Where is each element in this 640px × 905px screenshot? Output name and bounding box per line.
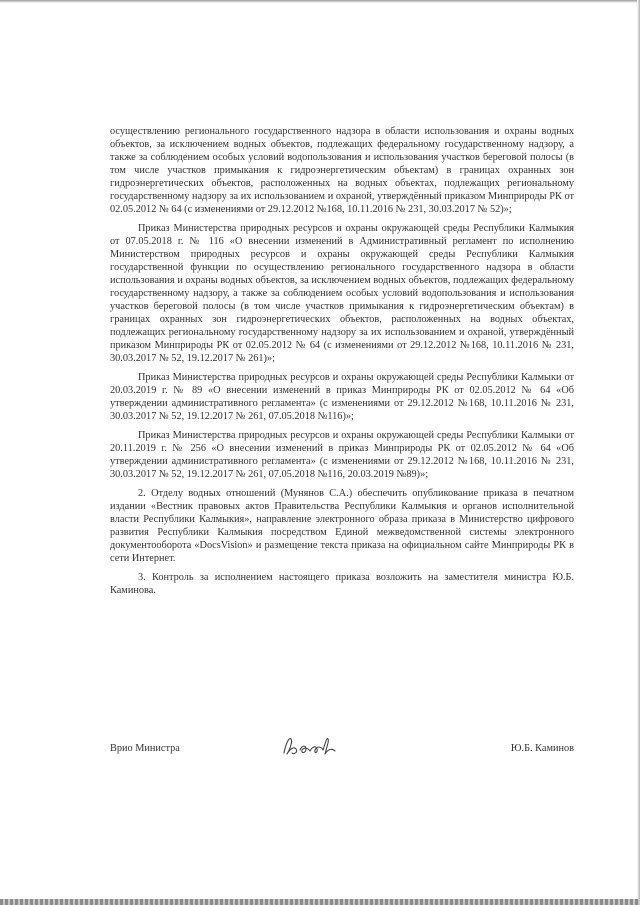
handwritten-signature — [280, 733, 350, 759]
scan-edge-top — [0, 0, 640, 3]
scan-edge-bottom — [0, 899, 640, 905]
document-body — [110, 125, 574, 597]
paragraph-order-116: Приказ Министерства природных ресурсов и охраны окружающей среды Республики Калмыкия от 07.05.2018 г. № 116 «О внесении изменений в Административный регламент по исполнению Министерством природных ресурсов и охраны окружающей среды Республики Калмыкия государственной функции по осуществлению регионального государственного надзора в области использования и охраны водных объектов, за исключением водных объектов, подлежащих федеральному государственному надзору, а также за соблюдением особых условий водопользования и использования участков береговой полосы (в том числе участков примыкания к гидроэнергетическим объектам) в границах охранных зон гидроэнергетических объектов, расположенных на водных объектах, подлежащих региональному государственному надзору за их использованием и охраной, утверждённый приказом Минприроды РК от 02.05.2012 № 64 (с изменениями от 29.12.2012 №168, 10.11.2016 № 231, 30.03.2017 № 52, 19.12.2017 № 261)»; — [110, 223, 574, 364]
signature-block — [110, 733, 574, 759]
paragraph-regulation-continuation: осуществлению регионального государственного надзора в области использования и охраны водных объектов, за исключением водных объектов, подлежащих федеральному государственному надзору, а также за соблюдением особых условий водопользования и использования участков береговой полосы (в том числе участков примыкания к гидроэнергетическим объектам) в границах охранных зон гидроэнергетических объектов, расположенных на водных объектах, подлежащих региональному государственному надзору за их использованием и охраной, утверждённый приказом Минприроды РК от 02.05.2012 № 64 (с изменениями от 29.12.2012 №168, 10.11.2016 № 231, 30.03.2017 № 52)»; — [110, 126, 574, 215]
paragraph-order-256: Приказ Министерства природных ресурсов и охраны окружающей среды Республики Калмыки от 20.11.2019 г. № 256 «О внесении изменений в приказ Минприроды РК от 02.05.2012 № 64 «Об утверждении административного регламента» (с изменениями от 29.12.2012 №168, 10.11.2016 № 231, 30.03.2017 № 52, 19.12.2017 № 261, 07.05.2018 №116, 20.03.2019 №89)»; — [110, 430, 574, 480]
signer-name: Ю.Б. Каминов — [510, 743, 574, 754]
paragraph-clause-3: 3. Контроль за исполнением настоящего приказа возложить на заместителя министра Ю.Б. Каминова. — [110, 572, 574, 596]
paragraph-clause-2: 2. Отделу водных отношений (Мунянов С.А.) обеспечить опубликование приказа в печатном издании «Вестник правовых актов Правительства Республики Калмыкия и органов исполнительной власти Республики Калмыкия», направление электронного образа приказа в Министерство цифрового развития Республики Калмыкия посредством Единой межведомственной системы электронного документооборота «DocsVision» и размещение текста приказа на официальном сайте Минприроды РК в сети Интернет. — [110, 488, 574, 564]
paragraph-order-89: Приказ Министерства природных ресурсов и охраны окружающей среды Республики Калмыки от 20.03.2019 г. № 89 «О внесении изменений в приказ Минприроды РК от 02.05.2012 № 64 «Об утверждении административного регламента» (с изменениями от 29.12.2012 №168, 10.11.2016 № 231, 30.03.2017 № 52, 19.12.2017 № 261, 07.05.2018 №116)»; — [110, 372, 574, 422]
signer-position: Врио Министра — [110, 743, 180, 754]
